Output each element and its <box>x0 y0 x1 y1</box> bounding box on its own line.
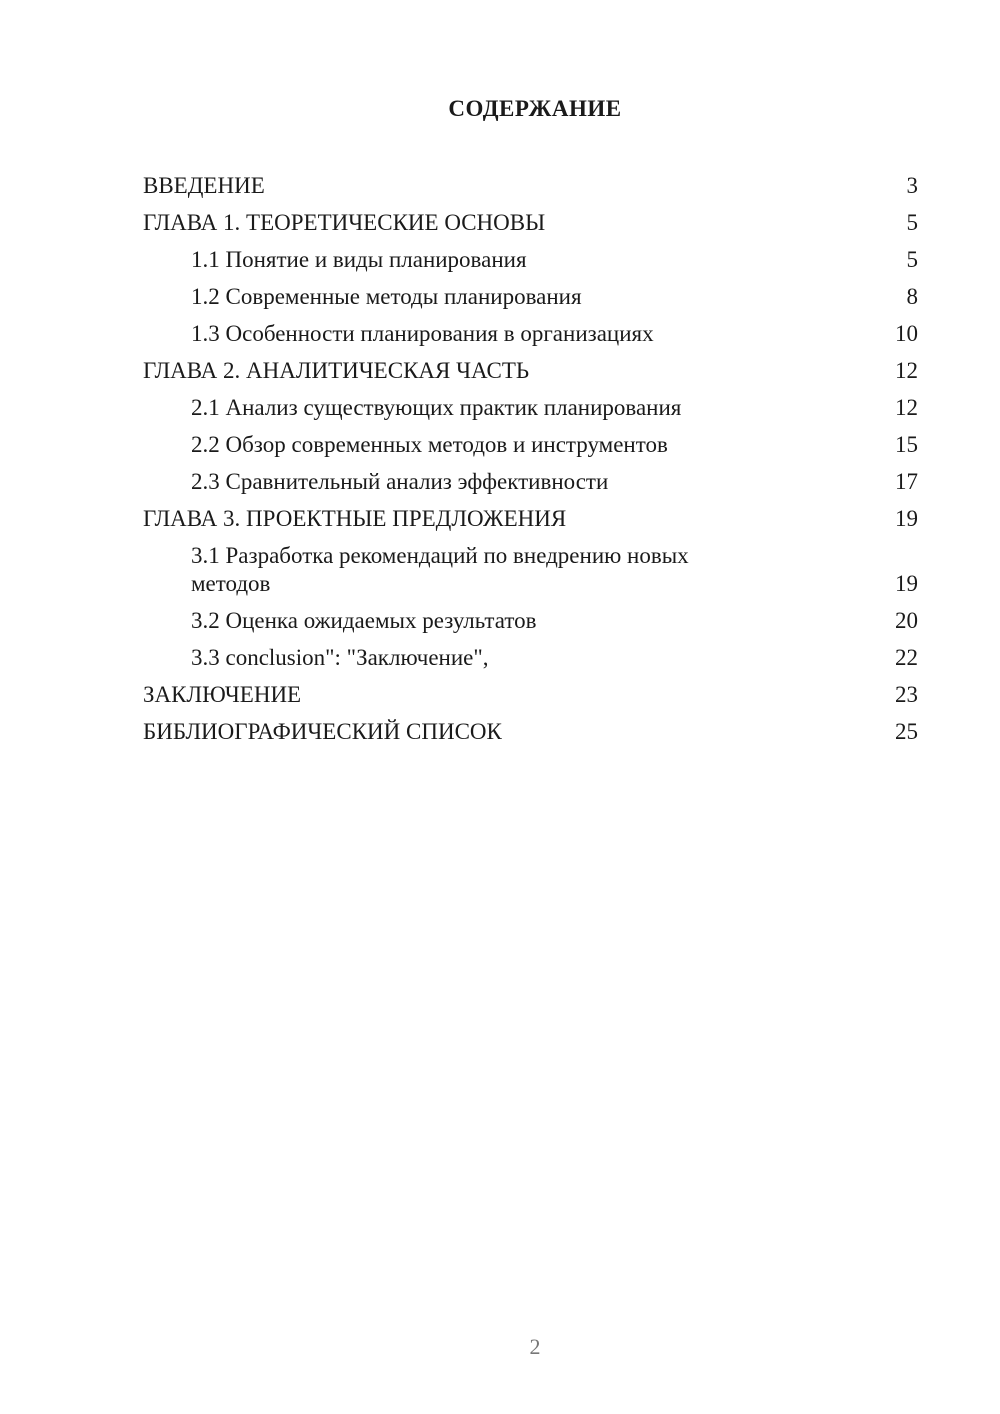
toc-entry-label: 3.1 Разработка рекомендаций по внедрению новых методов <box>191 543 689 596</box>
toc-entry-page: 12 <box>895 358 918 383</box>
toc-entry-section-2-1 <box>143 389 918 426</box>
toc-entry-page: 10 <box>895 321 918 346</box>
toc-entry-section-1-1 <box>143 241 918 278</box>
toc-entry-page: 15 <box>895 432 918 457</box>
toc-entry-section-3-3 <box>143 639 918 676</box>
toc-entry-label: 3.2 Оценка ожидаемых результатов <box>191 608 537 633</box>
toc-entry-chapter-3 <box>143 500 918 537</box>
toc-entry-introduction <box>143 167 918 204</box>
table-of-contents <box>143 167 918 750</box>
toc-entry-label: 2.2 Обзор современных методов и инструментов <box>191 432 668 457</box>
toc-entry-section-1-3 <box>143 315 918 352</box>
toc-entry-chapter-1 <box>143 204 918 241</box>
toc-entry-page: 25 <box>895 719 918 744</box>
toc-entry-section-3-1 <box>143 537 918 602</box>
toc-entry-chapter-2 <box>143 352 918 389</box>
toc-entry-conclusion <box>143 676 918 713</box>
toc-entry-label: ГЛАВА 3. ПРОЕКТНЫЕ ПРЕДЛОЖЕНИЯ <box>143 506 567 531</box>
toc-entry-label: ГЛАВА 1. ТЕОРЕТИЧЕСКИЕ ОСНОВЫ <box>143 210 546 235</box>
toc-entry-page: 12 <box>895 395 918 420</box>
toc-entry-section-2-3 <box>143 463 918 500</box>
toc-entry-page: 17 <box>895 469 918 494</box>
toc-entry-label: 1.3 Особенности планирования в организациях <box>191 321 654 346</box>
toc-entry-label: 1.2 Современные методы планирования <box>191 284 582 309</box>
toc-entry-page: 22 <box>895 645 918 670</box>
page-title: СОДЕРЖАНИЕ <box>448 96 622 121</box>
toc-entry-page: 3 <box>906 173 918 198</box>
toc-entry-page: 23 <box>895 682 918 707</box>
toc-entry-section-3-2 <box>143 602 918 639</box>
toc-entry-page: 8 <box>906 284 918 309</box>
toc-entry-bibliography <box>143 713 918 750</box>
toc-entry-page: 19 <box>895 506 918 531</box>
toc-entry-label: 3.3 conclusion": "Заключение", <box>191 645 489 670</box>
toc-entry-page: 5 <box>906 210 918 235</box>
toc-entry-label: 1.1 Понятие и виды планирования <box>191 247 527 272</box>
toc-entry-label: БИБЛИОГРАФИЧЕСКИЙ СПИСОК <box>143 719 502 744</box>
toc-entry-page: 19 <box>895 571 918 596</box>
toc-entry-section-1-2 <box>143 278 918 315</box>
page-number: 2 <box>529 1334 541 1359</box>
toc-entry-label: ГЛАВА 2. АНАЛИТИЧЕСКАЯ ЧАСТЬ <box>143 358 530 383</box>
toc-entry-section-2-2 <box>143 426 918 463</box>
toc-entry-page: 5 <box>906 247 918 272</box>
toc-entry-label: 2.1 Анализ существующих практик планирования <box>191 395 682 420</box>
toc-entry-label: ЗАКЛЮЧЕНИЕ <box>143 682 302 707</box>
toc-entry-page: 20 <box>895 608 918 633</box>
toc-entry-label: 2.3 Сравнительный анализ эффективности <box>191 469 609 494</box>
toc-entry-label: ВВЕДЕНИЕ <box>143 173 265 198</box>
